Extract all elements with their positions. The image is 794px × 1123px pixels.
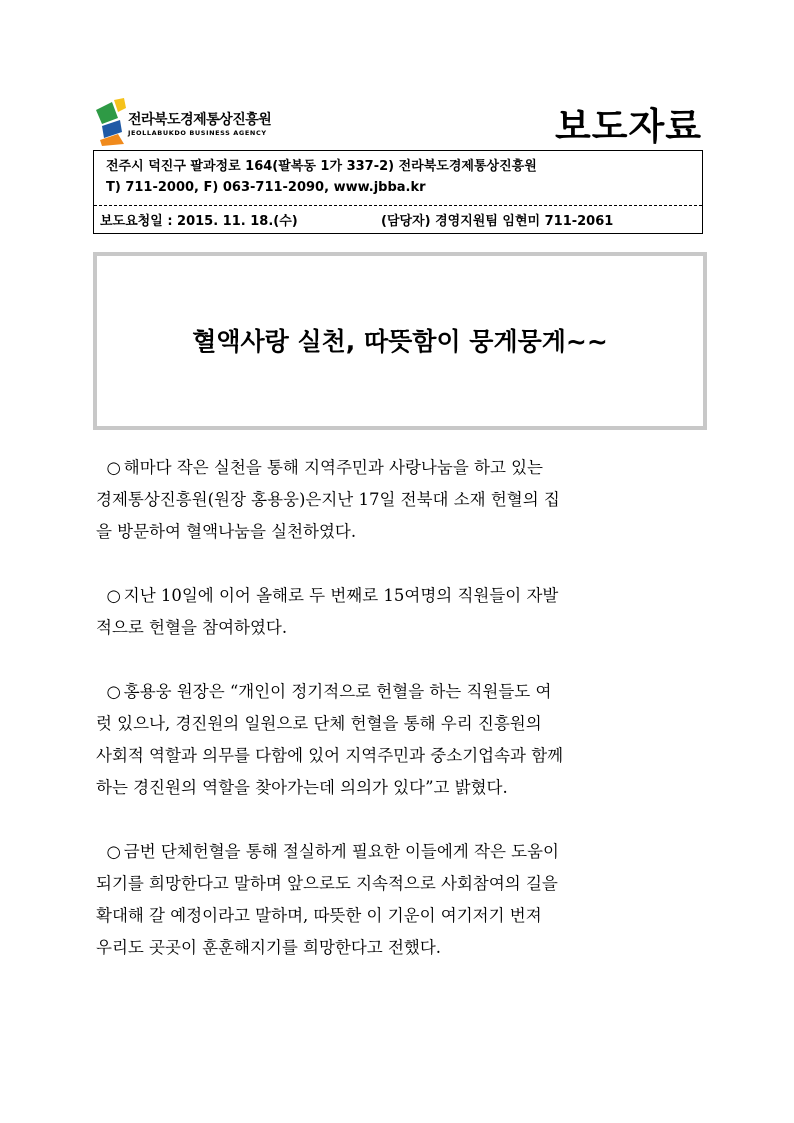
paragraph-line: ○ 해마다 작은 실천을 통해 지역주민과 사랑나눔을 하고 있는: [96, 452, 706, 484]
logo-orange-shape: [100, 134, 124, 146]
headline: 혈액사랑 실천, 따뜻함이 뭉게뭉게~~: [192, 327, 608, 356]
paragraph-3: [96, 676, 706, 804]
paragraph-2: [96, 580, 706, 644]
paragraph-line: 되기를 희망한다고 말하며 앞으로도 지속적으로 사회참여의 길을: [96, 874, 558, 893]
paragraph-line: 경제통상진흥원(원장 홍용웅)은지난 17일 전북대 소재 헌혈의 집: [96, 490, 560, 509]
paragraph-line: 확대해 갈 예정이라고 말하며, 따뜻한 이 기운이 여기저기 번져: [96, 906, 542, 925]
paragraph-line: ○ 지난 10일에 이어 올해로 두 번째로 15여명의 직원들이 자발: [96, 580, 706, 612]
logo-green-shape: [96, 102, 118, 124]
bullet-icon: ○: [106, 682, 121, 701]
logo-yellow-shape: [114, 98, 126, 112]
paragraph-line: ○ 금번 단체헌혈을 통해 절실하게 필요한 이들에게 작은 도움이: [96, 836, 706, 868]
logo-text-korean: 전라북도경제통상진흥원: [128, 112, 272, 128]
paragraph-line: 사회적 역할과 의무를 다함에 있어 지역주민과 중소기업속과 함께: [96, 746, 564, 765]
document-type-title: 보도자료: [555, 105, 702, 148]
paragraph-line: ○ 홍용웅 원장은 “개인이 정기적으로 헌혈을 하는 직원들도 여: [96, 676, 706, 708]
paragraph-1: [96, 452, 706, 548]
agency-contact: T) 711-2000, F) 063-711-2090, www.jbba.kr: [106, 180, 426, 195]
paragraph-4: [96, 836, 706, 964]
info-divider: [94, 205, 702, 206]
bullet-icon: ○: [106, 586, 121, 605]
logo-text-english: JEOLLABUKDO BUSINESS AGENCY: [128, 129, 267, 137]
request-date: 보도요청일 : 2015. 11. 18.(수): [100, 214, 298, 229]
paragraph-line: 적으로 헌혈을 참여하였다.: [96, 618, 288, 637]
bullet-icon: ○: [106, 842, 121, 861]
info-box: [93, 150, 703, 234]
paragraph-line: 럿 있으나, 경진원의 일원으로 단체 헌혈을 통해 우리 진흥원의: [96, 714, 542, 733]
person-in-charge: (담당자) 경영지원팀 임현미 711-2061: [381, 214, 614, 229]
agency-address: 전주시 덕진구 팔과정로 164(팔복동 1가 337-2) 전라북도경제통상진흥원: [106, 159, 537, 174]
paragraph-line: 하는 경진원의 역할을 찾아가는데 의의가 있다”고 밝혔다.: [96, 778, 508, 797]
paragraph-line: 우리도 곳곳이 훈훈해지기를 희망한다고 전했다.: [96, 938, 442, 957]
bullet-icon: ○: [106, 458, 121, 477]
headline-box: [93, 252, 707, 430]
paragraph-line: 을 방문하여 혈액나눔을 실천하였다.: [96, 522, 357, 541]
